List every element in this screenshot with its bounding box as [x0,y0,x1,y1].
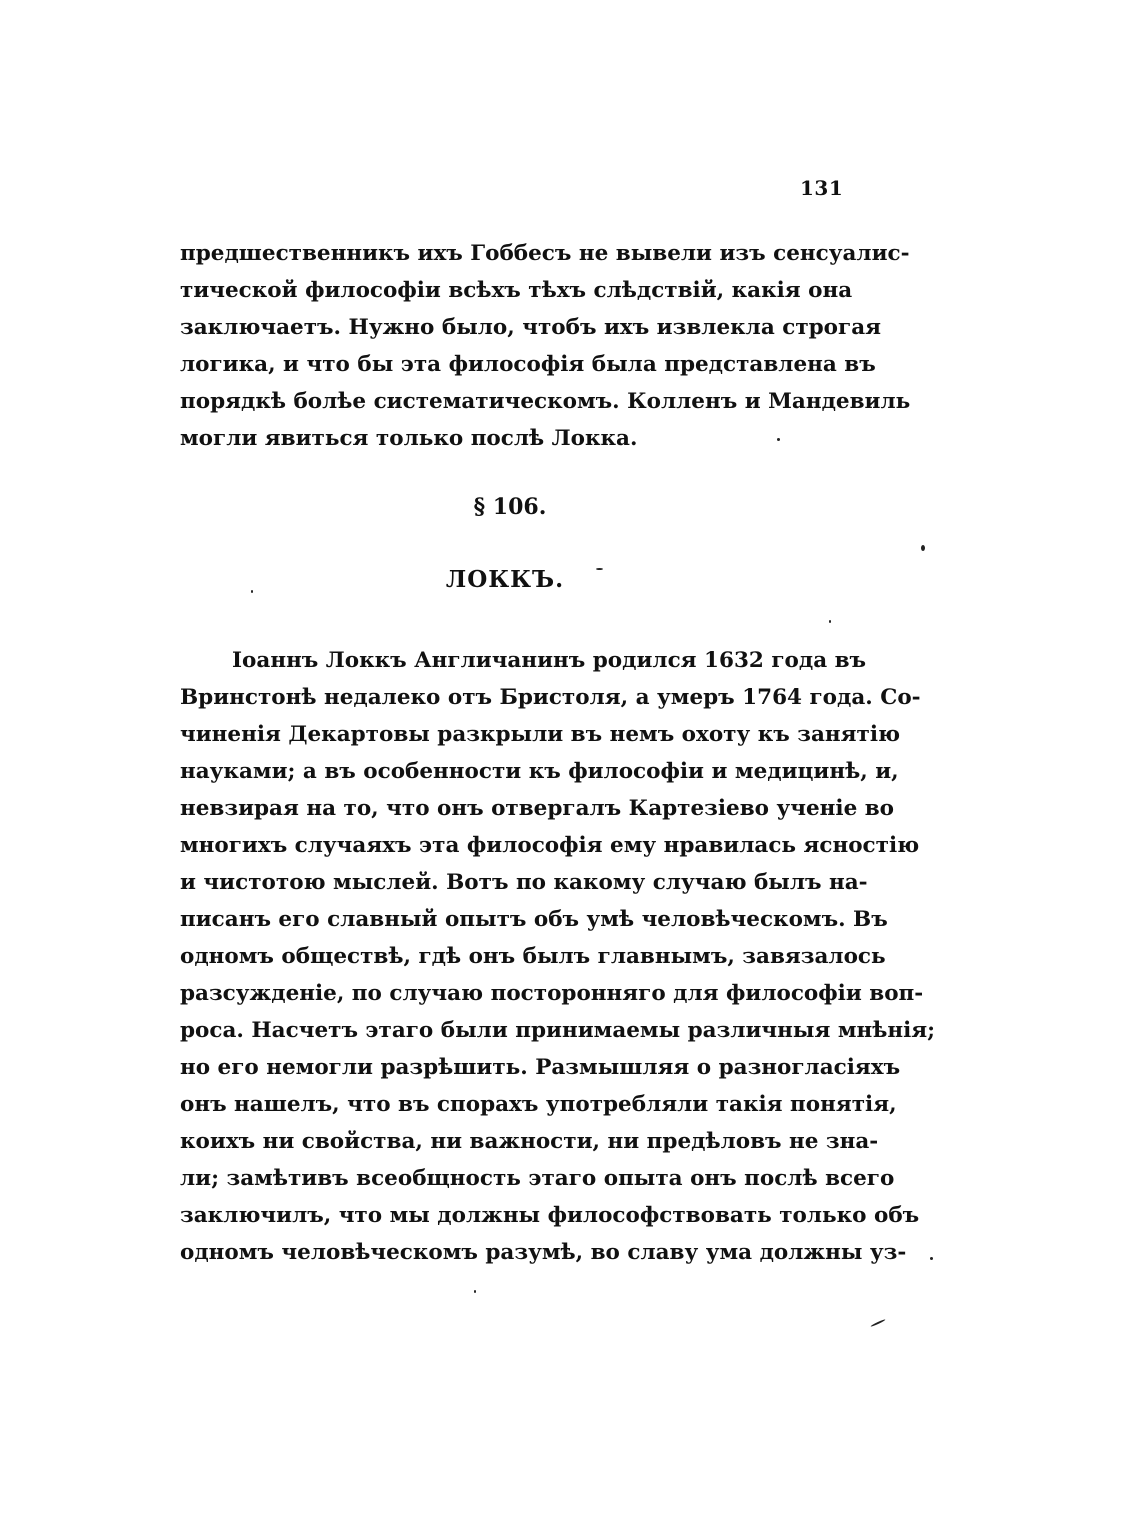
text-line: чиненія Декартовы разкрыли въ немъ охоту къ занятію [180,722,901,747]
scan-speck [474,1290,476,1293]
text-line: науками; а въ особенности къ философіи и медицинѣ, и, [180,759,899,784]
scan-speck [777,438,780,441]
text-line: заключилъ, что мы должны философствовать только объ [180,1203,920,1228]
text-line: онъ нашелъ, что въ спорахъ употребляли такія понятія, [180,1092,897,1117]
section-title: ЛОККЪ. [445,566,565,593]
text-line: роса. Насчетъ этаго были принимаемы различныя мнѣнія; [180,1018,936,1043]
text-line: Іоаннъ Локкъ Англичанинъ родился 1632 года въ [232,648,867,673]
scan-speck [829,620,831,623]
text-line: порядкѣ болѣе систематическомъ. Колленъ и Мандевиль [180,389,911,414]
text-line: одномъ человѣческомъ разумѣ, во славу ума должны уз- [180,1240,907,1265]
section-number: § 106. [473,494,547,520]
text-line: логика, и что бы эта философія была представлена въ [180,352,876,377]
text-line: Вринстонѣ недалеко отъ Бристоля, а умеръ 1764 года. Со- [180,685,921,710]
scan-speck [596,568,603,570]
text-line: невзирая на то, что онъ отвергалъ Картезіево ученіе во [180,796,895,821]
scan-speck [921,545,925,551]
scan-speck [870,1319,885,1328]
text-line: коихъ ни свойства, ни важности, ни предѣловъ не зна- [180,1129,879,1154]
text-line: и чистотою мыслей. Вотъ по какому случаю былъ на- [180,870,868,895]
text-line: заключаетъ. Нужно было, чтобъ ихъ извлекла строгая [180,315,882,340]
text-line: но его немогли разрѣшить. Размышляя о разногласіяхъ [180,1055,901,1080]
text-line: тической философіи всѣхъ тѣхъ слѣдствій, какія она [180,278,853,303]
text-line: предшественникъ ихъ Гоббесъ не вывели изъ сенсуалис- [180,241,910,266]
text-line: многихъ случаяхъ эта философія ему нравилась ясностію [180,833,920,858]
text-line: разсужденіе, по случаю посторонняго для философіи воп- [180,981,924,1006]
text-line: писанъ его славный опытъ объ умѣ человѣческомъ. Въ [180,907,888,932]
text-line: могли явиться только послѣ Локка. [180,426,638,451]
page-number: 131 [800,176,844,200]
scan-speck [930,1257,933,1260]
text-line: ли; замѣтивъ всеобщность этаго опыта онъ послѣ всего [180,1166,895,1191]
text-line: одномъ обществѣ, гдѣ онъ былъ главнымъ, завязалось [180,944,886,969]
scan-speck [251,590,253,593]
